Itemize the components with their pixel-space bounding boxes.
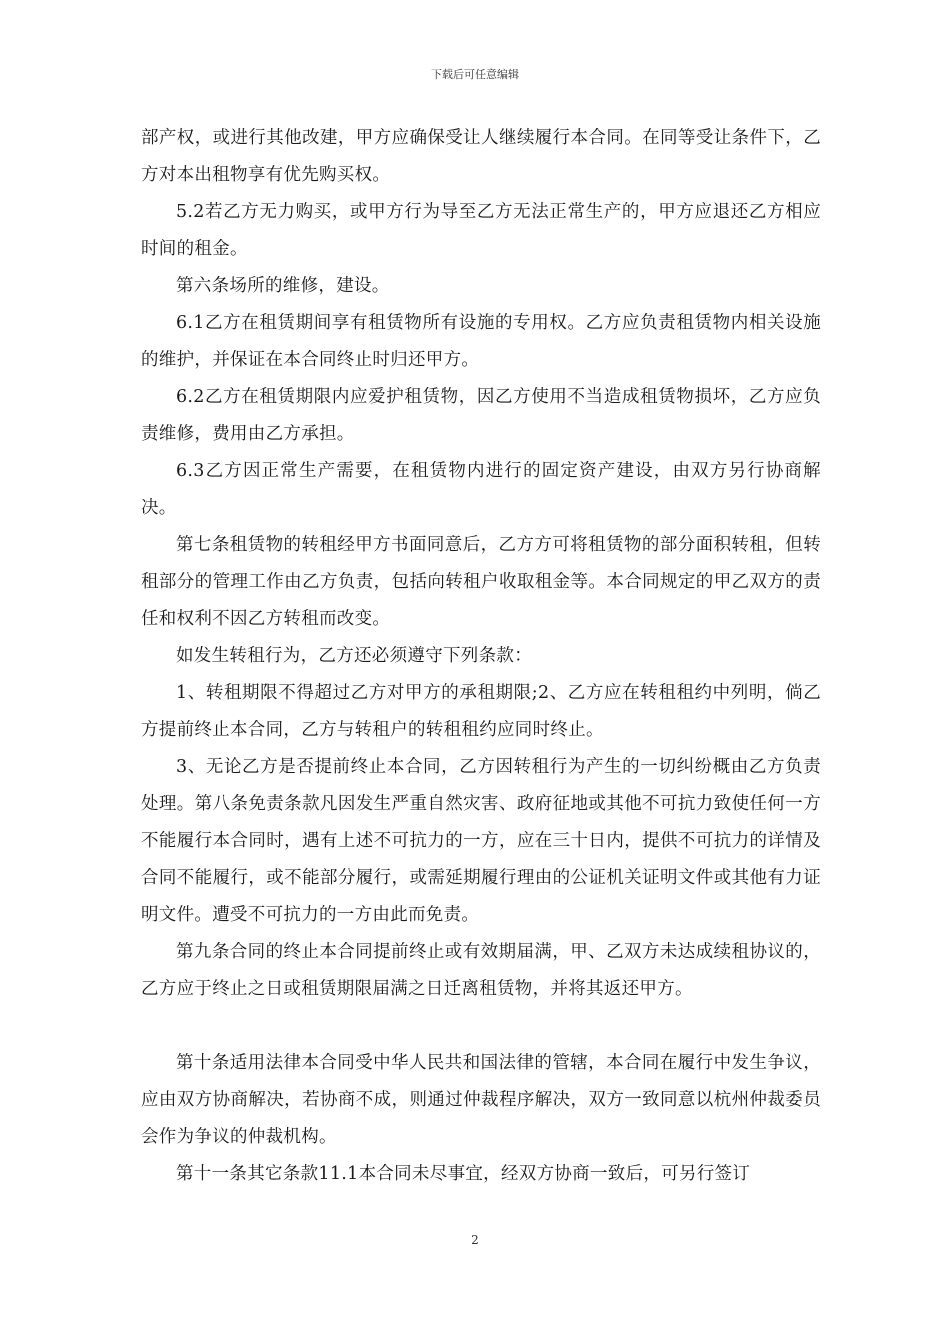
paragraph: 5.2若乙方无力购买，或甲方行为导至乙方无法正常生产的，甲方应退还乙方相应时间的租金。 <box>141 202 821 259</box>
paragraph: 第九条合同的终止本合同提前终止或有效期届满，甲、乙双方未达成续租协议的，乙方应于终止之日或租赁期限届满之日迁离租赁物，并将其返还甲方。 <box>141 942 821 999</box>
page-header: 下载后可任意编辑 <box>431 68 519 81</box>
document-body <box>141 120 821 1193</box>
paragraph: 如发生转租行为，乙方还必须遵守下列条款： <box>176 646 532 666</box>
paragraph: 第十一条其它条款11.1本合同未尽事宜，经双方协商一致后，可另行签订 <box>176 1164 751 1184</box>
paragraph: 第六条场所的维修，建设。 <box>176 276 390 296</box>
paragraph: 6.2乙方在租赁期限内应爱护租赁物，因乙方使用不当造成租赁物损坏，乙方应负责维修，费用由乙方承担。 <box>141 387 821 444</box>
paragraph: 第十条适用法律本合同受中华人民共和国法律的管辖，本合同在履行中发生争议，应由双方协商解决，若协商不成，则通过仲裁程序解决，双方一致同意以杭州仲裁委员会作为争议的仲裁机构。 <box>141 1053 821 1147</box>
paragraph: 6.3乙方因正常生产需要，在租赁物内进行的固定资产建设，由双方另行协商解决。 <box>141 461 821 518</box>
paragraph: 第七条租赁物的转租经甲方书面同意后，乙方方可将租赁物的部分面积转租，但转租部分的管理工作由乙方负责，包括向转租户收取租金等。本合同规定的甲乙双方的责任和权利不因乙方转租而改变。 <box>141 535 821 629</box>
paragraph: 1、转租期限不得超过乙方对甲方的承租期限;2、乙方应在转租租约中列明，倘乙方提前终止本合同，乙方与转租户的转租租约应同时终止。 <box>141 683 821 740</box>
page-number: 2 <box>471 1233 479 1247</box>
paragraph: 部产权，或进行其他改建，甲方应确保受让人继续履行本合同。在同等受让条件下，乙方对本出租物享有优先购买权。 <box>141 128 821 185</box>
paragraph: 3、无论乙方是否提前终止本合同，乙方因转租行为产生的一切纠纷概由乙方负责处理。第八条免责条款凡因发生严重自然灾害、政府征地或其他不可抗力致使任何一方不能履行本合同时，遇有上述不可抗力的一方，应在三十日内，提供不可抗力的详情及合同不能履行，或不能部分履行，或需延期履行理由的公证机关证明文件或其他有力证明文件。遭受不可抗力的一方由此而免责。 <box>141 757 821 925</box>
paragraph: 6.1乙方在租赁期间享有租赁物所有设施的专用权。乙方应负责租赁物内相关设施的维护，并保证在本合同终止时归还甲方。 <box>141 313 821 370</box>
